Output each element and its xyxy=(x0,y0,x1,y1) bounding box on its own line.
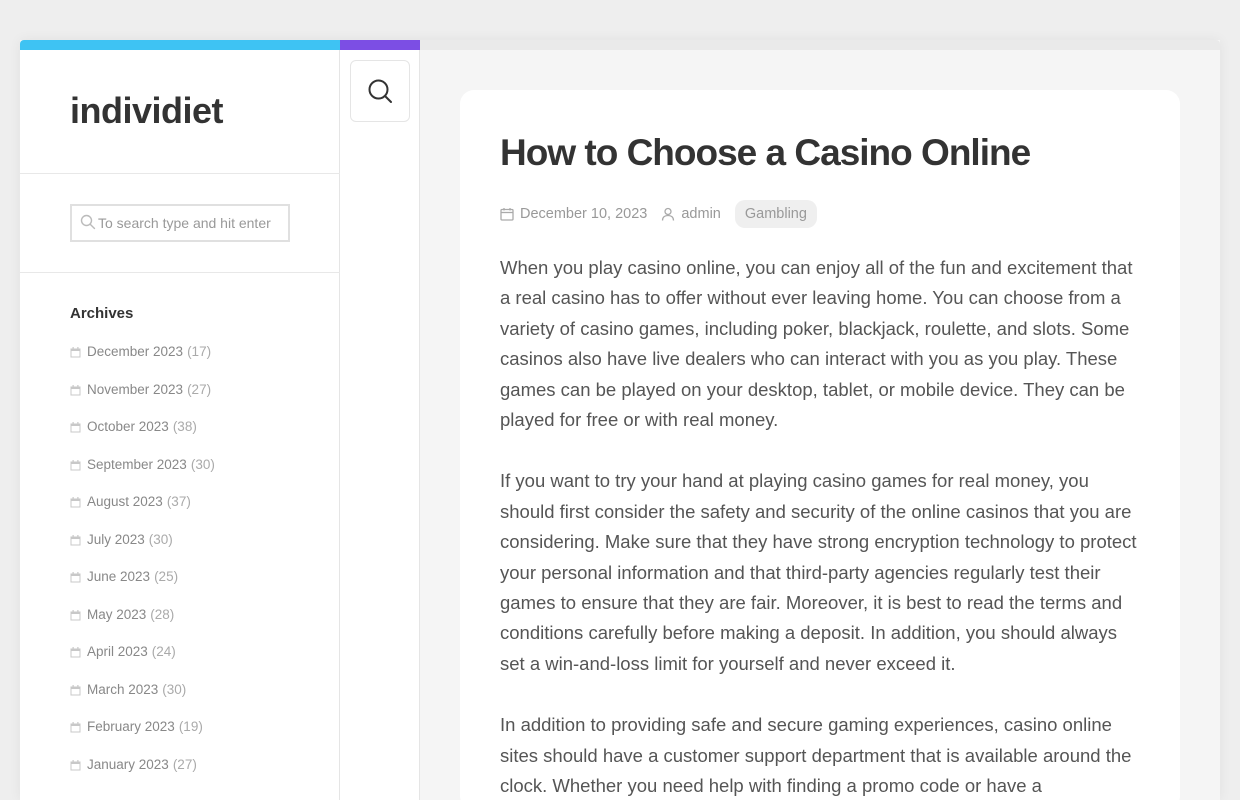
accent-bar-gray xyxy=(420,40,1220,50)
archive-item xyxy=(70,682,215,720)
archive-item xyxy=(70,569,215,607)
user-icon xyxy=(661,207,675,221)
calendar-icon xyxy=(70,610,81,621)
archive-count: (38) xyxy=(172,419,197,434)
archive-item xyxy=(70,532,215,570)
post-author[interactable] xyxy=(661,206,721,222)
calendar-icon xyxy=(70,497,81,508)
calendar-icon xyxy=(70,460,81,471)
archive-link[interactable]: December 2023 xyxy=(87,344,184,359)
archive-list xyxy=(70,344,215,794)
page-wrapper xyxy=(20,40,1220,800)
post-content xyxy=(500,253,1142,800)
archive-item xyxy=(70,607,215,645)
archive-item xyxy=(70,382,215,420)
archive-link[interactable]: February 2023 xyxy=(87,719,175,734)
post-date[interactable] xyxy=(500,206,647,222)
calendar-icon xyxy=(70,647,81,658)
header-icon-column xyxy=(340,50,420,800)
archive-link[interactable]: October 2023 xyxy=(87,419,169,434)
calendar-icon xyxy=(70,347,81,358)
search-icon xyxy=(367,78,393,104)
calendar-icon xyxy=(70,535,81,546)
accent-bar-purple xyxy=(340,40,420,50)
search-input[interactable] xyxy=(98,206,286,240)
archive-link[interactable]: September 2023 xyxy=(87,456,187,472)
search-form xyxy=(70,204,290,242)
calendar-icon xyxy=(70,385,81,396)
archive-count: (30) xyxy=(162,681,187,697)
calendar-icon xyxy=(70,422,81,433)
accent-bar-blue xyxy=(20,40,340,50)
search-toggle-button[interactable] xyxy=(350,60,410,122)
archive-count: (25) xyxy=(154,569,179,584)
post-category-badge[interactable]: Gambling xyxy=(735,200,817,228)
archive-item xyxy=(70,457,215,495)
post-card xyxy=(460,90,1180,800)
sidebar xyxy=(20,50,340,800)
archive-link[interactable]: May 2023 xyxy=(87,606,147,622)
sidebar-divider xyxy=(20,272,340,273)
archive-count: (24) xyxy=(151,644,176,659)
archive-count: (28) xyxy=(150,606,175,622)
archive-count: (30) xyxy=(148,531,173,547)
archives-heading: Archives xyxy=(70,305,134,322)
archive-item xyxy=(70,419,215,457)
post-date-text: December 10, 2023 xyxy=(520,206,648,222)
archive-count: (30) xyxy=(190,456,215,472)
post-author-text: admin xyxy=(681,206,721,222)
archive-count: (27) xyxy=(187,381,212,397)
post-paragraph: In addition to providing safe and secure gaming experiences, casino online sites should have a customer support department that is available around the clock. Whether you need help with finding a promo code or have a xyxy=(500,714,1132,797)
archive-link[interactable]: November 2023 xyxy=(87,381,184,397)
archive-count: (17) xyxy=(187,344,212,359)
archive-item xyxy=(70,719,215,757)
post-title[interactable]: How to Choose a Casino Online xyxy=(500,132,1031,173)
archive-link[interactable]: June 2023 xyxy=(87,569,151,584)
archive-count: (37) xyxy=(166,494,191,509)
archive-item xyxy=(70,757,215,795)
archive-count: (27) xyxy=(172,756,197,772)
archive-link[interactable]: March 2023 xyxy=(87,681,159,697)
archive-link[interactable]: January 2023 xyxy=(87,756,169,772)
archive-item xyxy=(70,644,215,682)
site-title[interactable]: individiet xyxy=(70,90,224,131)
calendar-icon xyxy=(70,685,81,696)
calendar-icon xyxy=(70,572,81,583)
post-paragraph: If you want to try your hand at playing casino games for real money, you should first consider the safety and security of the online casinos that you are considering. Make sure that they have strong encryption technology to protect your personal information and that third-party agencies regularly test their games to ensure that they are fair. Moreover, it is best to read the terms and conditions carefully before making a deposit. In addition, you should always set a win-and-loss limit for yourself and never exceed it. xyxy=(500,470,1137,674)
post-meta xyxy=(500,198,817,230)
search-icon xyxy=(80,214,96,230)
post-paragraph: When you play casino online, you can enjoy all of the fun and excitement that a real casino has to offer without ever leaving home. You can choose from a variety of casino games, including poker, blackjack, roulette, and slots. Some casinos also have live dealers who can interact with you as you play. These games can be played on your desktop, tablet, or mobile device. They can be played for free or with real money. xyxy=(500,257,1133,431)
archive-item xyxy=(70,344,215,382)
archive-link[interactable]: July 2023 xyxy=(87,531,145,547)
calendar-icon xyxy=(70,722,81,733)
calendar-icon xyxy=(500,207,514,221)
calendar-icon xyxy=(70,760,81,771)
archive-link[interactable]: August 2023 xyxy=(87,494,163,509)
archive-item xyxy=(70,494,215,532)
archive-count: (19) xyxy=(178,719,203,734)
sidebar-divider xyxy=(20,173,340,174)
archive-link[interactable]: April 2023 xyxy=(87,644,148,659)
